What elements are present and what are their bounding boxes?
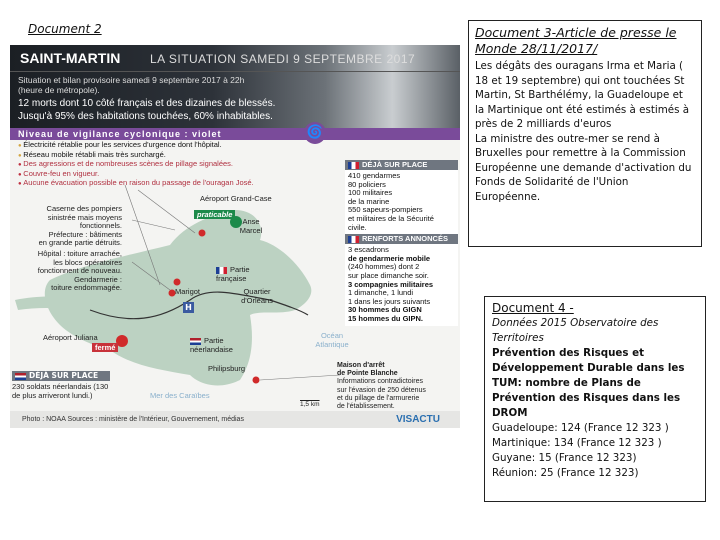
text: DÉJÀ SUR PLACE bbox=[362, 160, 428, 169]
text: de Pointe Blanche bbox=[337, 370, 398, 378]
mer-label: Mer des Caraïbes bbox=[150, 391, 210, 400]
text: Caserne des pompiers bbox=[46, 204, 122, 213]
fr-forces-panel bbox=[345, 160, 458, 326]
philipsburg-label: Philipsburg bbox=[208, 364, 246, 373]
marker bbox=[253, 377, 260, 384]
infographic-footer bbox=[10, 411, 460, 428]
text: 3 compagnies militaires bbox=[348, 279, 434, 289]
nl-panel-text: 230 soldats néerlandais (130 de plus arriveront lundi.) bbox=[12, 382, 109, 400]
fr-panel-header bbox=[345, 160, 458, 170]
text: Gendarmerie : bbox=[74, 274, 122, 284]
scale-bar: 1,5 km bbox=[300, 401, 320, 408]
airport-grand-case-label: Aéroport Grand-Case bbox=[200, 194, 272, 203]
cyclone-icon: 🌀 bbox=[304, 122, 326, 144]
text: 550 sapeurs-pompiers bbox=[348, 205, 423, 215]
text: (240 hommes) dont 2 bbox=[348, 262, 420, 272]
data-row: Guadeloupe: 124 (France 12 323 ) bbox=[492, 422, 669, 434]
data-heading: Prévention des Risques et Développement Durable dans les TUM: nombre de Plans de Prévention des Risques dans les DROM bbox=[492, 347, 685, 419]
text: Informations contradictoires bbox=[337, 378, 423, 386]
france-flag-icon bbox=[216, 267, 227, 274]
text: 30 hommes du GIGN bbox=[348, 305, 422, 315]
text: fonctionnels. bbox=[79, 221, 122, 230]
renforts-list bbox=[345, 244, 458, 325]
text: 80 policiers bbox=[348, 179, 386, 189]
text: les blocs opératoires bbox=[53, 257, 122, 267]
vigilance-banner: Niveau de vigilance cyclonique : violet bbox=[10, 128, 460, 140]
document-3-box bbox=[468, 20, 702, 247]
anse-marcel-label: Anse Marcel bbox=[239, 217, 263, 235]
text: et militaires de la Sécurité bbox=[348, 213, 434, 223]
situation-title: LA SITUATION SAMEDI 9 SEPTEMBRE 2017 bbox=[150, 52, 416, 66]
maison-arret-label bbox=[337, 362, 426, 411]
text: Hôpital : toiture arrachée, bbox=[37, 249, 122, 258]
text: Préfecture : bâtiments bbox=[48, 229, 122, 239]
text: DÉJÀ SUR PLACE bbox=[29, 371, 99, 380]
text: et du pillage de l'armurerie bbox=[337, 394, 420, 402]
quartier-orleans-label: Quartier d'Orléans bbox=[241, 287, 273, 305]
source-text: Photo : NOAA Sources : ministère de l'Intérieur, Gouvernement, médias bbox=[22, 416, 244, 423]
airport-juliana-label: Aéroport Juliana bbox=[43, 333, 98, 342]
caserne-label bbox=[20, 205, 122, 248]
bullet: ● Réseau mobile rétabli mais très surchargé. bbox=[18, 151, 254, 161]
data-row: Réunion: 25 (France 12 323) bbox=[492, 467, 639, 479]
text: 1 dans les jours suivants bbox=[348, 296, 431, 306]
ferme-badge: fermé bbox=[92, 343, 118, 352]
text: 3 escadrons bbox=[348, 245, 389, 255]
text: en grande partie détruits. bbox=[38, 238, 122, 247]
text: Partie française bbox=[216, 265, 250, 283]
subtitle: Situation et bilan provisoire samedi 9 septembre 2017 à 22h (heure de métropole). bbox=[18, 75, 245, 95]
text: 15 hommes du GIPN. bbox=[348, 313, 424, 323]
nl-panel-header bbox=[12, 371, 110, 381]
marigot-label: Marigot bbox=[175, 287, 201, 296]
text: civile. bbox=[348, 222, 367, 232]
document-3-title: Document 3-Article de presse le Monde 28/11/2017/ bbox=[475, 25, 677, 56]
status-bullets bbox=[18, 141, 254, 189]
text: de gendarmerie mobile bbox=[348, 253, 431, 263]
netherlands-flag-icon bbox=[190, 338, 201, 345]
marker bbox=[174, 279, 181, 286]
praticable-badge: praticable bbox=[194, 210, 235, 219]
text: de l'établissement. bbox=[337, 403, 395, 411]
hopital-label bbox=[10, 250, 122, 293]
text: Partie néerlandaise bbox=[190, 336, 233, 354]
text: 410 gendarmes bbox=[348, 171, 401, 180]
text: de la marine bbox=[348, 196, 390, 206]
housing-line: Jusqu'à 95% des habitations touchées, 60% inhabitables. bbox=[18, 111, 273, 122]
bullet: ● Des agressions et de nombreuses scènes de pillage signalées. bbox=[18, 160, 254, 170]
data-source: Données 2015 Observatoire des Territoires bbox=[492, 317, 659, 344]
toll-summary bbox=[18, 97, 275, 123]
text: RENFORTS ANNONCÉS bbox=[362, 234, 448, 244]
document-4-box bbox=[484, 296, 706, 502]
text: 100 militaires bbox=[348, 188, 393, 198]
place-title: SAINT-MARTIN bbox=[20, 50, 121, 66]
toll-line: 12 morts dont 10 côté français et des dizaines de blessés. bbox=[18, 98, 276, 109]
article-paragraph: La ministre des outre-mer se rend à Bruxelles pour remettre à la Commission Européenne une demande d'activation du Fonds de Solidarité de l'Union Européenne. bbox=[475, 132, 692, 203]
text: Maison d'arrêt bbox=[337, 362, 385, 369]
netherlands-flag-icon bbox=[15, 373, 26, 380]
data-row: Martinique: 134 (France 12 323 ) bbox=[492, 437, 662, 449]
france-flag-icon bbox=[348, 162, 359, 169]
bullet: ● Électricité rétablie pour les services d'urgence dont l'hôpital. bbox=[18, 141, 254, 151]
text: toiture endommagée. bbox=[51, 283, 122, 292]
article-paragraph: Les dégâts des ouragans Irma et Maria ( 18 et 19 septembre) qui ont touchées St Martin, St Barthélémy, la Guadeloupe et la Martinique ont été estimés à estimés à près de 2 milliards d'euros bbox=[475, 60, 690, 130]
nl-deja-sur-place bbox=[12, 371, 110, 400]
partie-neerlandaise-label bbox=[190, 337, 250, 354]
partie-francaise-label bbox=[216, 266, 256, 283]
france-flag-icon bbox=[348, 236, 359, 243]
text: sur l'évasion de 250 détenus bbox=[337, 386, 426, 394]
text: fonctionnent de nouveau. bbox=[37, 266, 122, 275]
ocean-label: Océan Atlantique bbox=[315, 331, 349, 349]
text: 1 dimanche, 1 lundi bbox=[348, 288, 414, 298]
bullet: ● Couvre-feu en vigueur. bbox=[18, 170, 254, 180]
brand-logo: VISACTU bbox=[396, 414, 440, 425]
hospital-icon: H bbox=[183, 302, 194, 313]
renforts-header bbox=[345, 234, 458, 244]
text: sur place dimanche soir. bbox=[348, 270, 429, 280]
bullet: ● Aucune évacuation possible en raison du passage de l'ouragan José. bbox=[18, 179, 254, 189]
data-row: Guyane: 15 (France 12 323) bbox=[492, 452, 637, 464]
marker bbox=[199, 230, 206, 237]
text: sinistrée mais moyens bbox=[47, 212, 122, 222]
fr-panel-list bbox=[345, 170, 458, 234]
document-4-title: Document 4 - bbox=[492, 301, 574, 315]
document-2-title: Document 2 bbox=[28, 22, 102, 36]
